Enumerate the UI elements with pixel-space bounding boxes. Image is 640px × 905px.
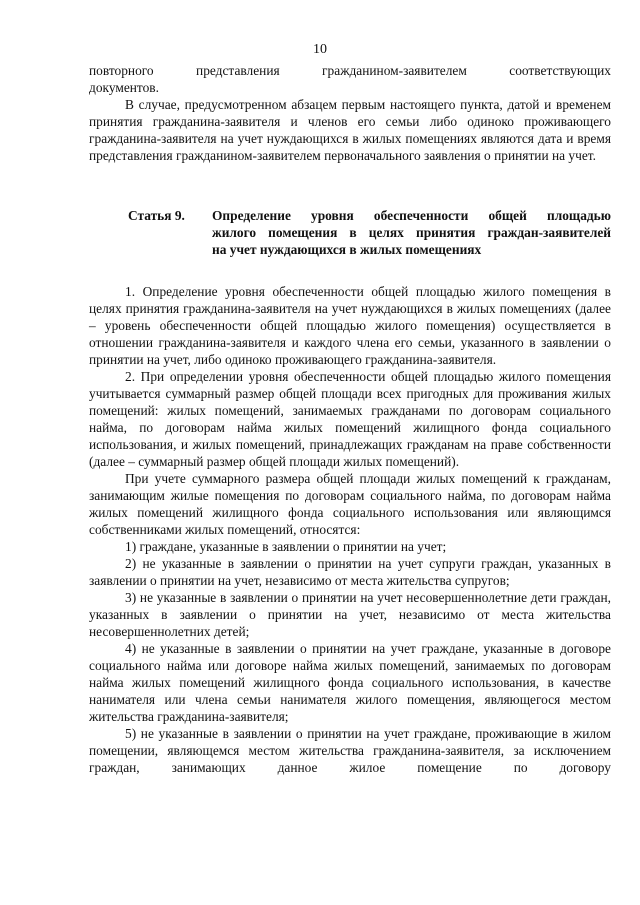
article-title-line: Определение уровня обеспеченности общей площадью xyxy=(212,208,611,223)
paragraph-continuation-end: документов. xyxy=(89,80,159,95)
article-title-line: жилого помещения в целях принятия граждан-заявителей xyxy=(212,225,611,240)
paragraph: При учете суммарного размера общей площади жилых помещений к гражданам, занимающим жилые помещения по договорам социального найма, по договорам найма жилых помещений жилищного фонда социального использования или являющимся собственниками жилых помещений, относятся: xyxy=(89,471,611,537)
article-title-line: на учет нуждающихся в жилых помещениях xyxy=(212,242,482,257)
list-item: 4) не указанные в заявлении о принятии на учет граждане, указанные в договоре социального найма или договоре найма жилых помещений, занимаемых по договорам найма жилых помещений жилищного фонда социального использования, в качестве нанимателя или члена семьи нанимателя жилого помещения, являющегося местом жительства гражданина-заявителя; xyxy=(89,641,611,724)
page-number: 10 xyxy=(313,42,327,57)
list-item: 2) не указанные в заявлении о принятии на учет супруги граждан, указанных в заявлении о принятии на учет, независимо от места жительства супругов; xyxy=(89,556,611,588)
top-paragraphs xyxy=(89,62,611,164)
article-heading xyxy=(128,207,611,258)
article-label: Статья 9. xyxy=(128,208,185,223)
list-item: 3) не указанные в заявлении о принятии на учет несовершеннолетние дети граждан, указанных в заявлении о принятии на учет, независимо от места жительства несовершеннолетних детей; xyxy=(89,590,611,639)
paragraph: 2. При определении уровня обеспеченности общей площадью жилого помещения учитывается суммарный размер общей площади всех пригодных для проживания жилых помещений: жилых помещений, занимаемых гражданами по договорам социального найма, по договорам найма жилых помещений жилищного фонда социального использования, и жилых помещений, принадлежащих гражданам на праве собственности (далее – суммарный размер общей площади жилых помещений). xyxy=(89,369,611,469)
article-body xyxy=(89,283,611,776)
article-title xyxy=(212,207,611,258)
paragraph: 1. Определение уровня обеспеченности общей площадью жилого помещения в целях принятия гражданина-заявителя на учет нуждающихся в жилых помещениях (далее – уровень обеспеченности общей площадью жилого помещения) осуществляется в отношении гражданина-заявителя и каждого члена его семьи, указанного в заявлении о принятии на учет, либо одиноко проживающего гражданина-заявителя. xyxy=(89,284,611,367)
list-item: 1) граждане, указанные в заявлении о принятии на учет; xyxy=(125,539,447,554)
list-item: 5) не указанные в заявлении о принятии на учет граждане, проживающие в жилом помещении, являющемся местом жительства гражданина-заявителя, за исключением граждан, занимающих данное жилое помещение по договору xyxy=(89,726,611,775)
paragraph-continuation: повторного представления гражданином-заявителем соответствующих xyxy=(89,63,611,78)
paragraph: В случае, предусмотренном абзацем первым настоящего пункта, датой и временем принятия гражданина-заявителя и членов его семьи либо одиноко проживающего гражданина-заявителя на учет нуждающихся в жилых помещениях являются дата и время представления гражданином-заявителем первоначального заявления о принятии на учет. xyxy=(89,97,611,163)
